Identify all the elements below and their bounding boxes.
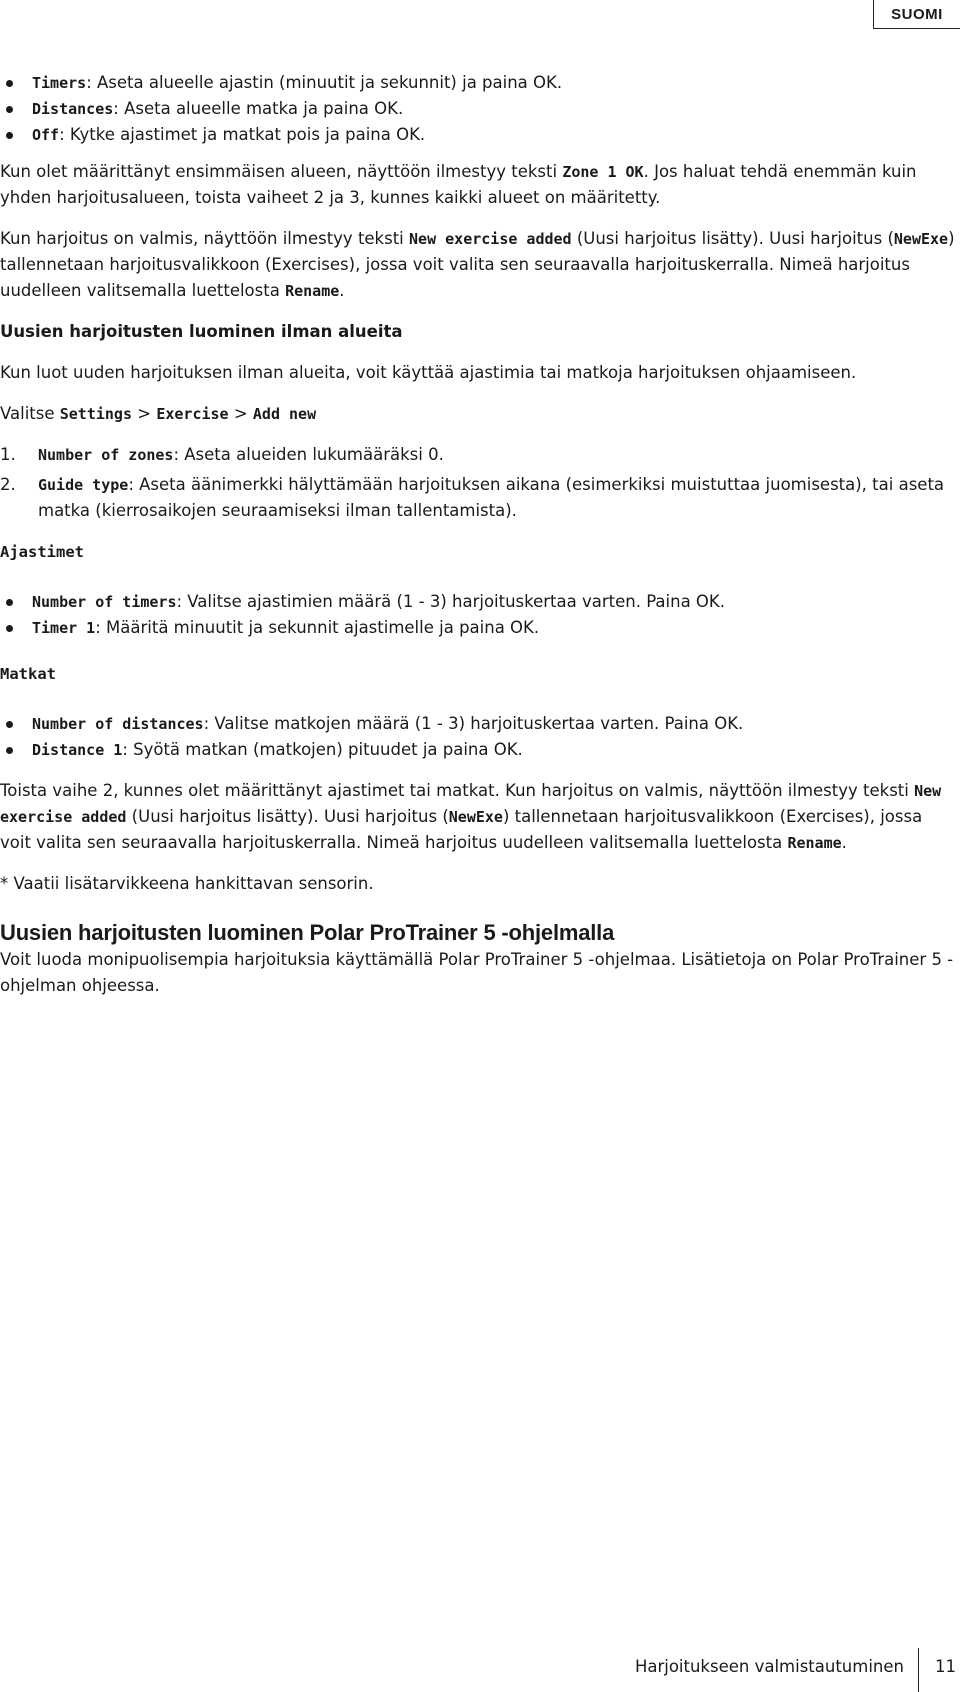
item-text: : Aseta alueelle ajastin (minuutit ja sekunnit) ja paina OK. [86,73,563,92]
paragraph-exercise-added [0,226,955,304]
item-text: : Kytke ajastimet ja matkat pois ja paina OK. [59,125,426,144]
display-term: Off [32,126,60,144]
text: . Jos haluat tehdä enemmän kuin yhden harjoitusalueen, toista vaiheet 2 ja 3, kunnes kaikki alueet on määritetty. [0,162,917,207]
list-item [0,70,955,96]
display-term: Distances [32,100,114,118]
language-tab: SUOMI [873,0,960,29]
section-heading: Uusien harjoitusten luominen ilman alueita [0,322,403,341]
text: Kun olet määrittänyt ensimmäisen alueen, näyttöön ilmestyy teksti [0,162,563,181]
text: Toista vaihe 2, kunnes olet määrittänyt ajastimet tai matkat. Kun harjoitus on valmis, näyttöön ilmestyy teksti [0,781,915,800]
list-item [0,737,955,763]
display-term: Timer 1 [32,619,96,637]
display-term: Guide type [38,476,129,494]
menu-path-item: Settings [59,405,132,423]
display-term: Zone 1 OK [562,163,644,181]
section-intro: Kun luot uuden harjoituksen ilman alueita, voit käyttää ajastimia tai matkoja harjoituksen ohjaamiseen. [0,363,857,382]
display-term: Distance 1 [32,741,123,759]
section-heading-protrainer: Uusien harjoitusten luominen Polar ProTrainer 5 -ohjelmalla [0,920,615,945]
step-number: 2. [0,475,16,494]
display-term: Rename [285,282,340,300]
step-number: 1. [0,445,16,464]
item-text: : Valitse ajastimien määrä (1 - 3) harjoituskertaa varten. Paina OK. [176,592,725,611]
menu-path [0,401,955,427]
text: (Uusi harjoitus lisätty). Uusi harjoitus ( [571,229,894,248]
item-text: : Syötä matkan (matkojen) pituudet ja paina OK. [122,740,523,759]
text: Kun harjoitus on valmis, näyttöön ilmestyy teksti [0,229,410,248]
step-text: : Aseta alueiden lukumääräksi 0. [173,445,444,464]
text: . [841,833,847,852]
paragraph-zone-ok [0,159,955,211]
footnote: * Vaatii lisätarvikkeena hankittavan sensorin. [0,874,374,893]
numbered-step [0,442,955,468]
display-term: NewExe [448,808,503,826]
display-term: New exercise added [409,230,572,248]
footer-chapter-title: Harjoitukseen valmistautuminen [634,1657,904,1676]
path-separator: > [228,404,253,423]
numbered-step [0,472,955,524]
section-text: Voit luoda monipuolisempia harjoituksia käyttämällä Polar ProTrainer 5 -ohjelmaa. Lisätietoja on Polar ProTrainer 5 -ohjelman ohjeessa. [0,950,954,995]
item-text: : Aseta alueelle matka ja paina OK. [113,99,404,118]
text: (Uusi harjoitus lisätty). Uusi harjoitus ( [126,807,449,826]
display-term: New exercise added [0,782,942,826]
list-item [0,96,955,122]
text: . [339,281,345,300]
list-item [0,615,955,641]
display-term: Number of zones [38,446,174,464]
display-term: NewExe [893,230,949,248]
display-term: Timers [32,74,87,92]
subsection-heading-distances: Matkat [0,665,56,683]
item-text: : Määritä minuutit ja sekunnit ajastimelle ja paina OK. [95,618,540,637]
list-item [0,589,955,615]
list-item [0,122,955,148]
text: Valitse [0,404,60,423]
display-term: Rename [787,834,842,852]
list-item [0,711,955,737]
display-term: Number of distances [32,715,204,733]
paragraph-repeat-step [0,778,955,856]
item-text: : Valitse matkojen määrä (1 - 3) harjoituskertaa varten. Paina OK. [203,714,744,733]
step-text: : Aseta äänimerkki hälyttämään harjoituksen aikana (esimerkiksi muistuttaa juomisesta), tai aseta matka (kierrosaikojen seuraamiseksi ilman tallentamista). [38,475,945,520]
text: ) tallennetaan harjoitusvalikkoon (Exercises), jossa voit valita sen seuraavalla harjoituskerralla. Nimeä harjoitus uudelleen valitsemalla luettelosta [0,229,955,300]
subsection-heading-timers: Ajastimet [0,543,84,561]
page-footer [635,1648,960,1692]
display-term: Number of timers [32,593,177,611]
page-number: 11 [918,1648,960,1692]
text: ) tallennetaan harjoitusvalikkoon (Exercises), jossa voit valita sen seuraavalla harjoituskerralla. Nimeä harjoitus uudelleen valitsemalla luettelosta [0,807,923,852]
page-content [0,70,955,999]
path-separator: > [132,404,157,423]
menu-path-item: Exercise [156,405,229,423]
menu-path-item: Add new [252,405,317,423]
